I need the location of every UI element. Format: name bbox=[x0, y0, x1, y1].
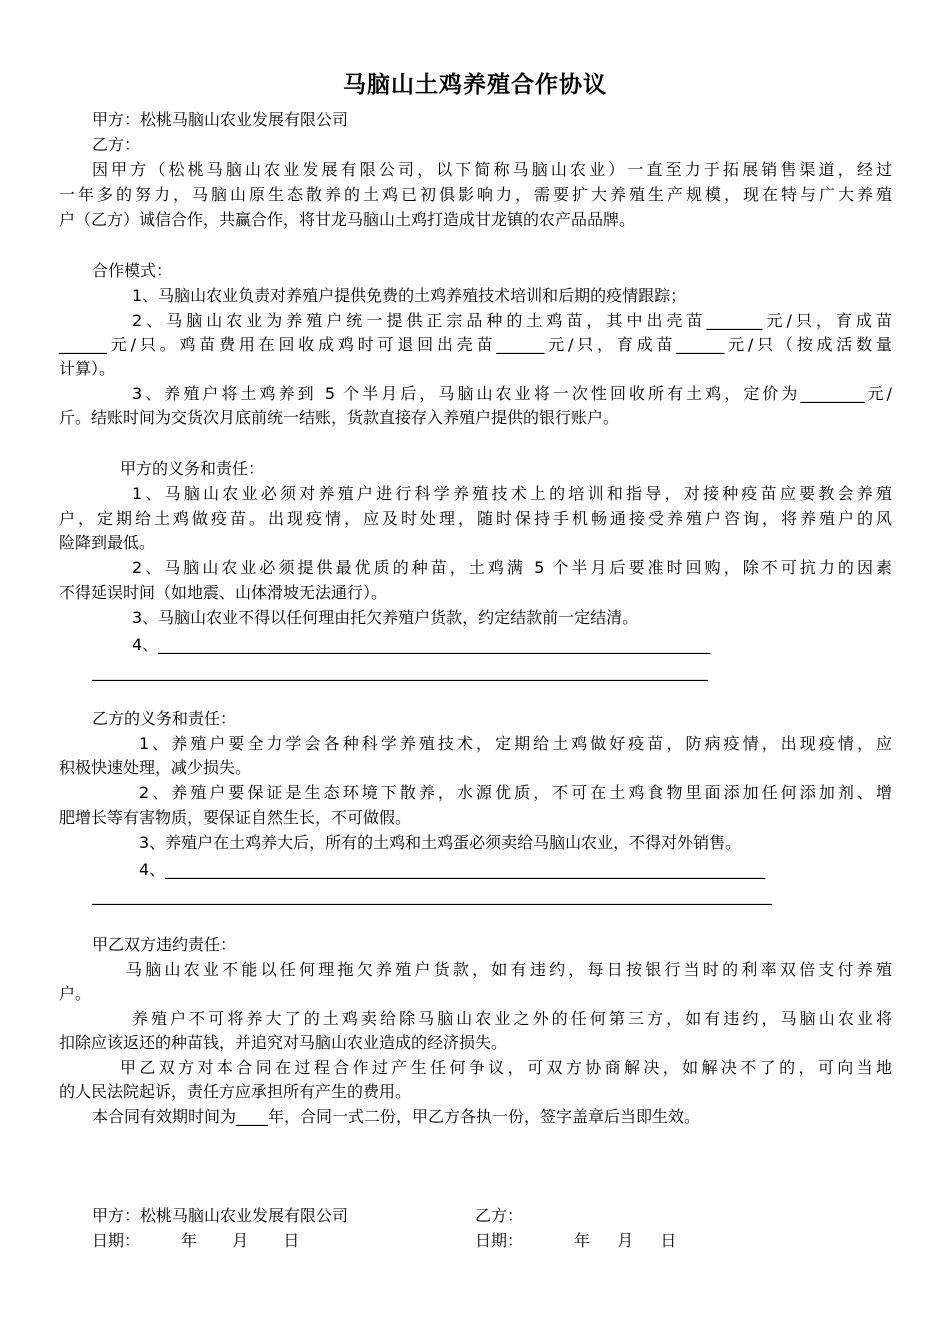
signature-party-b: 乙方： bbox=[475, 1206, 524, 1225]
date-party-a bbox=[92, 1229, 299, 1253]
party-b-duty-blank: _____________________________________________________________________________________ bbox=[92, 886, 772, 905]
date-day: 日 bbox=[283, 1231, 300, 1250]
party-b-duty: 2、养殖户要保证是生态环境下散养，水源优质，不可在土鸡食物里面添加任何添加剂、增 bbox=[139, 783, 892, 802]
breach-clause: 的人民法院起诉，责任方应承担所有产生的费用。 bbox=[59, 1082, 412, 1101]
party-a-duty: 1、马脑山农业必须对养殖户进行科学养殖技术上的培训和指导，对接种疫苗应要教会养殖 bbox=[132, 484, 892, 503]
party-b-duty: 3、养殖户在土鸡养大后，所有的土鸡和土鸡蛋必须卖给马脑山农业，不得对外销售。 bbox=[139, 833, 742, 852]
cooperation-item: 斤。结账时间为交货次月底前统一结账，货款直接存入养殖户提供的银行账户。 bbox=[59, 408, 620, 427]
date-day: 日 bbox=[660, 1231, 677, 1250]
party-b-duty: 肥增长等有害物质，要保证自然生长，不可做假。 bbox=[59, 808, 412, 827]
date-label: 日期： bbox=[92, 1231, 141, 1250]
validity-clause: 本合同有效期时间为____年，合同一式二份，甲乙方各执一份，签字盖章后当即生效。 bbox=[92, 1107, 701, 1126]
document-title: 马脑山土鸡养殖合作协议 bbox=[343, 72, 607, 98]
date-year: 年 bbox=[181, 1231, 198, 1250]
cooperation-item: ______元/只。鸡苗费用在回收成鸡时可退回出壳苗______元/只，育成苗______元/只（按成活数量 bbox=[59, 335, 892, 354]
party-b-duty: 1、养殖户要全力学会各种科学养殖技术，定期给土鸡做好疫苗，防病疫情，出现疫情，应 bbox=[139, 734, 892, 753]
cooperation-item: 2、马脑山农业为养殖户统一提供正宗品种的土鸡苗，其中出壳苗_______元/只，育成苗 bbox=[132, 311, 892, 330]
breach-clause: 甲乙双方对本合同在过程合作过产生任何争议，可双方协商解决，如解决不了的，可向当地 bbox=[120, 1058, 892, 1077]
party-a-duty: 3、马脑山农业不得以任何理由托欠养殖户货款，约定结款前一定结清。 bbox=[132, 608, 639, 627]
cooperation-item: 1、马脑山农业负责对养殖户提供免费的土鸡养殖技术培训和后期的疫情跟踪； bbox=[132, 286, 687, 305]
preamble-line: 一年多的努力，马脑山原生态散养的土鸡已初俱影响力，需要扩大养殖生产规模，现在特与广大养殖 bbox=[59, 185, 892, 204]
breach-clause: 户。 bbox=[59, 984, 92, 1003]
party-a-duty: 险降到最低。 bbox=[59, 533, 156, 552]
date-label: 日期： bbox=[475, 1231, 524, 1250]
party-b-duties-heading: 乙方的义务和责任： bbox=[92, 709, 237, 728]
party-a-duty: 户，定期给土鸡做疫苗。出现疫情，应及时处理，随时保持手机畅通接受养殖户咨询，将养殖户的风 bbox=[59, 509, 892, 528]
preamble-line: 户（乙方）诚信合作，共赢合作，将甘龙马脑山土鸡打造成甘龙镇的农产品品牌。 bbox=[59, 210, 636, 229]
party-b-duty: 积极快速处理，减少损失。 bbox=[59, 758, 252, 777]
date-year: 年 bbox=[574, 1231, 591, 1250]
date-month: 月 bbox=[232, 1231, 249, 1250]
party-a-header: 甲方：松桃马脑山农业发展有限公司 bbox=[92, 110, 349, 129]
preamble-line: 因甲方（松桃马脑山农业发展有限公司，以下简称马脑山农业）一直至力于拓展销售渠道，经过 bbox=[92, 160, 892, 179]
party-a-duty: 2、马脑山农业必须提供最优质的种苗，土鸡满 5 个半月后要准时回购，除不可抗力的因素 bbox=[132, 558, 892, 577]
date-party-b bbox=[475, 1229, 676, 1253]
cooperation-item: 3、养殖户将土鸡养到 5 个半月后，马脑山农业将一次性回收所有土鸡，定价为________元/ bbox=[132, 384, 892, 403]
breach-clause: 养殖户不可将养大了的土鸡卖给除马脑山农业之外的任何第三方，如有违约，马脑山农业将 bbox=[132, 1009, 892, 1028]
party-b-duty-blank: 4、___________________________________________________________________________ bbox=[139, 860, 766, 879]
signature-party-a: 甲方：松桃马脑山农业发展有限公司 bbox=[92, 1206, 349, 1225]
party-b-header: 乙方： bbox=[92, 135, 141, 154]
breach-clause: 马脑山农业不能以任何理拖欠养殖户货款，如有违约，每日按银行当时的利率双倍支付养殖 bbox=[126, 960, 892, 979]
breach-heading: 甲乙双方违约责任： bbox=[92, 935, 237, 954]
party-a-duty-blank: 4、_____________________________________________________________________ bbox=[132, 635, 711, 654]
party-a-duty-blank: _____________________________________________________________________________ bbox=[92, 662, 708, 681]
breach-clause: 扣除应该返还的种苗钱，并追究对马脑山农业造成的经济损失。 bbox=[59, 1033, 508, 1052]
cooperation-heading: 合作模式： bbox=[92, 261, 173, 280]
cooperation-item: 计算）。 bbox=[59, 359, 116, 378]
date-month: 月 bbox=[617, 1231, 634, 1250]
party-a-duty: 不得延误时间（如地震、山体滑坡无法通行）。 bbox=[59, 583, 388, 602]
party-a-duties-heading: 甲方的义务和责任： bbox=[120, 459, 265, 478]
